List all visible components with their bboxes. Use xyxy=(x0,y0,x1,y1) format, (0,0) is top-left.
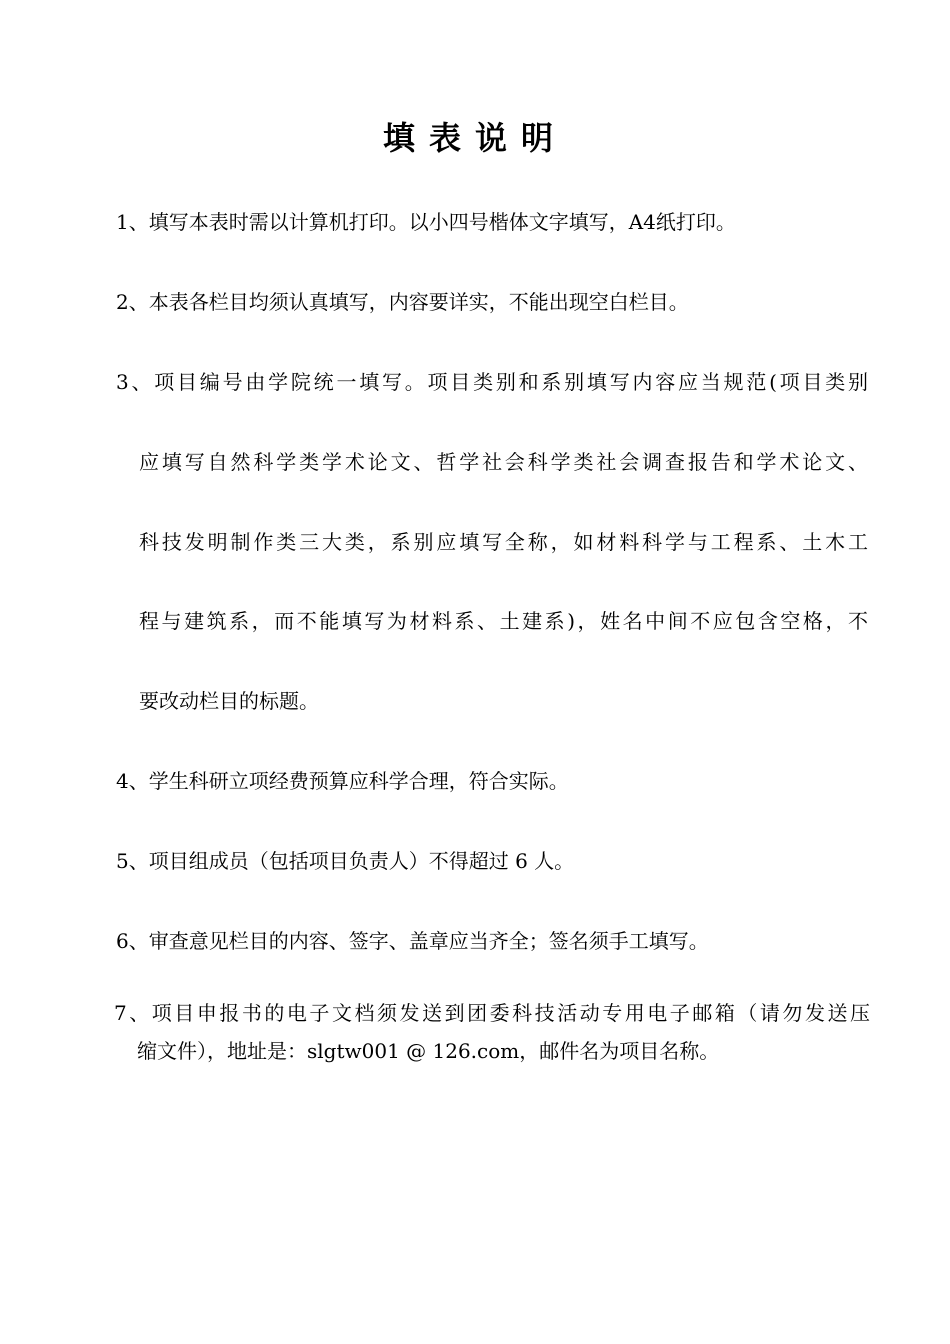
instruction-3-line-3: 科技发明制作类三大类，系别应填写全称，如材料科学与工程系、土木工 xyxy=(139,530,868,554)
instruction-1: 1、填写本表时需以计算机打印。以小四号楷体文字填写，A4纸打印。 xyxy=(116,210,736,234)
page-title: 填表说明 xyxy=(382,119,567,157)
instruction-7-line-1: 7、项目申报书的电子文档须发送到团委科技活动专用电子邮箱（请勿发送压 xyxy=(114,1001,870,1025)
instruction-5: 5、项目组成员（包括项目负责人）不得超过 6 人。 xyxy=(116,849,575,873)
instruction-3-line-5: 要改动栏目的标题。 xyxy=(139,689,319,713)
instruction-7-line-2: 缩文件），地址是：slgtw001 @ 126.com，邮件名为项目名称。 xyxy=(137,1039,720,1063)
instruction-6: 6、审查意见栏目的内容、签字、盖章应当齐全；签名须手工填写。 xyxy=(116,929,709,953)
instruction-3-line-1: 3、项目编号由学院统一填写。项目类别和系别填写内容应当规范(项目类别 xyxy=(116,370,868,394)
instruction-3-line-2: 应填写自然科学类学术论文、哲学社会科学类社会调查报告和学术论文、 xyxy=(139,450,868,474)
instruction-3-line-4: 程与建筑系，而不能填写为材料系、土建系)，姓名中间不应包含空格，不 xyxy=(139,609,868,633)
instruction-4: 4、学生科研立项经费预算应科学合理，符合实际。 xyxy=(116,769,569,793)
instruction-2: 2、本表各栏目均须认真填写，内容要详实，不能出现空白栏目。 xyxy=(116,290,689,314)
